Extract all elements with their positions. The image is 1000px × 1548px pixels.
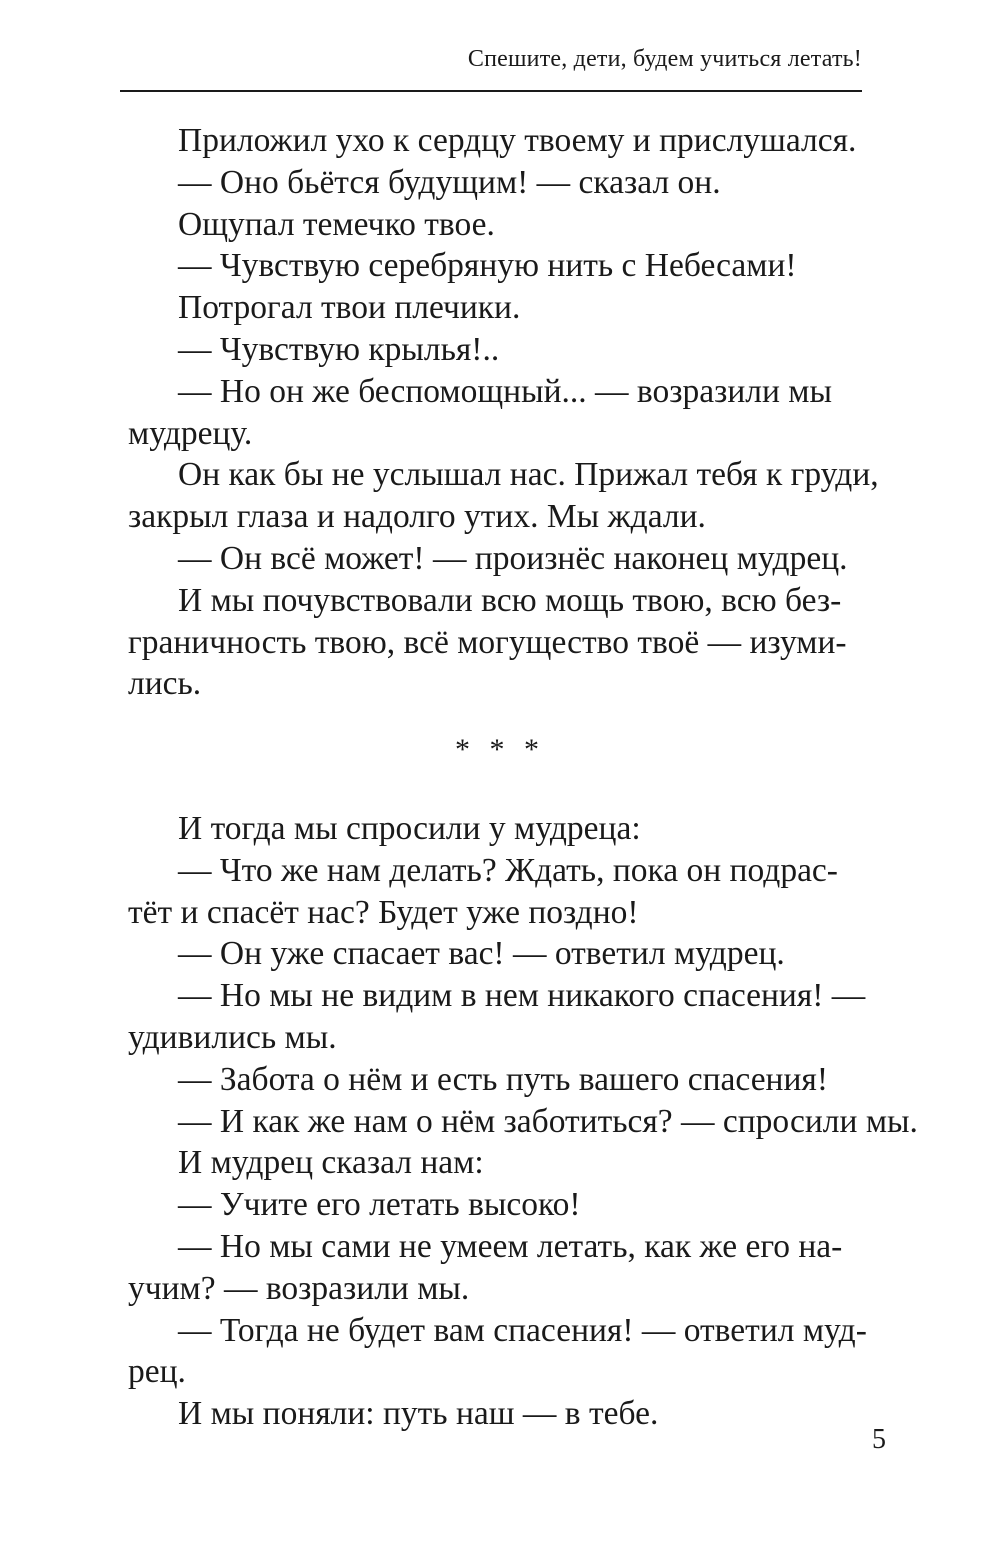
paragraph xyxy=(128,1184,864,1226)
text-line: лись. xyxy=(128,665,202,703)
text-line: Он как бы не услышал нас. Прижал тебя к груди, xyxy=(178,456,879,494)
text-line: тёт и спасёт нас? Будет уже поздно! xyxy=(128,893,639,931)
text-line: Потрогал твои плечики. xyxy=(178,289,521,327)
paragraph xyxy=(128,808,864,850)
text-line: — Чувствую крылья!.. xyxy=(178,330,500,368)
paragraph xyxy=(128,1101,918,1143)
paragraph xyxy=(128,1142,864,1184)
paragraph xyxy=(128,1059,864,1101)
text-section-1 xyxy=(128,120,879,705)
paragraph xyxy=(128,329,864,371)
text-line: мудрецу. xyxy=(128,414,253,452)
paragraph xyxy=(128,204,864,246)
text-line: — Учите его летать высоко! xyxy=(178,1186,581,1224)
paragraph xyxy=(128,371,864,455)
paragraph xyxy=(128,538,864,580)
paragraph xyxy=(128,1226,864,1310)
paragraph xyxy=(128,287,864,329)
page-number: 5 xyxy=(872,1424,886,1455)
text-line: И мы поняли: путь наш — в тебе. xyxy=(178,1395,659,1433)
text-line: — Но мы не видим в нем никакого спасения! — xyxy=(178,977,866,1015)
paragraph xyxy=(128,1310,867,1394)
text-line: — Чувствую серебряную нить с Небесами! xyxy=(178,247,797,285)
text-line: — Но он же беспомощный... — возразили мы xyxy=(178,372,832,410)
text-line: — Но мы сами не умеем летать, как же его на- xyxy=(178,1227,843,1265)
text-section-2 xyxy=(128,808,918,1435)
text-line: рец. xyxy=(128,1353,186,1391)
text-line: Ощупал темечко твое. xyxy=(178,205,495,243)
section-separator: * * * xyxy=(455,733,545,766)
text-line: Приложил ухо к сердцу твоему и прислушался. xyxy=(178,122,857,159)
text-line: — Он всё может! — произнёс наконец мудрец. xyxy=(178,539,848,577)
text-line: И мудрец сказал нам: xyxy=(178,1144,484,1182)
text-line: И тогда мы спросили у мудреца: xyxy=(178,810,641,847)
text-line: учим? — возразили мы. xyxy=(128,1269,470,1307)
text-line: — Оно бьётся будущим! — сказал он. xyxy=(178,163,721,201)
paragraph xyxy=(128,245,864,287)
text-line: И мы почувствовали всю мощь твою, всю без- xyxy=(178,581,842,619)
text-line: граничность твою, всё могущество твоё — изуми- xyxy=(128,623,847,661)
text-line: — Забота о нём и есть путь вашего спасения! xyxy=(178,1060,828,1098)
running-header: Спешите, дети, будем учиться летать! xyxy=(467,46,862,72)
paragraph xyxy=(128,850,864,934)
text-line: — Что же нам делать? Ждать, пока он подрас- xyxy=(178,851,838,889)
paragraph xyxy=(128,975,864,1059)
text-line: закрыл глаза и надолго утих. Мы ждали. xyxy=(128,498,706,536)
paragraph xyxy=(128,580,864,705)
paragraph xyxy=(128,933,864,975)
paragraph xyxy=(128,1393,864,1435)
paragraph xyxy=(128,162,864,204)
text-line: — И как же нам о нём заботиться? — спросили мы. xyxy=(178,1102,918,1140)
paragraph xyxy=(128,120,864,162)
text-line: — Он уже спасает вас! — ответил мудрец. xyxy=(178,935,785,973)
text-line: удивились мы. xyxy=(128,1018,337,1056)
paragraph xyxy=(128,454,879,538)
header-rule xyxy=(120,90,862,92)
text-line: — Тогда не будет вам спасения! — ответил муд- xyxy=(178,1311,867,1349)
